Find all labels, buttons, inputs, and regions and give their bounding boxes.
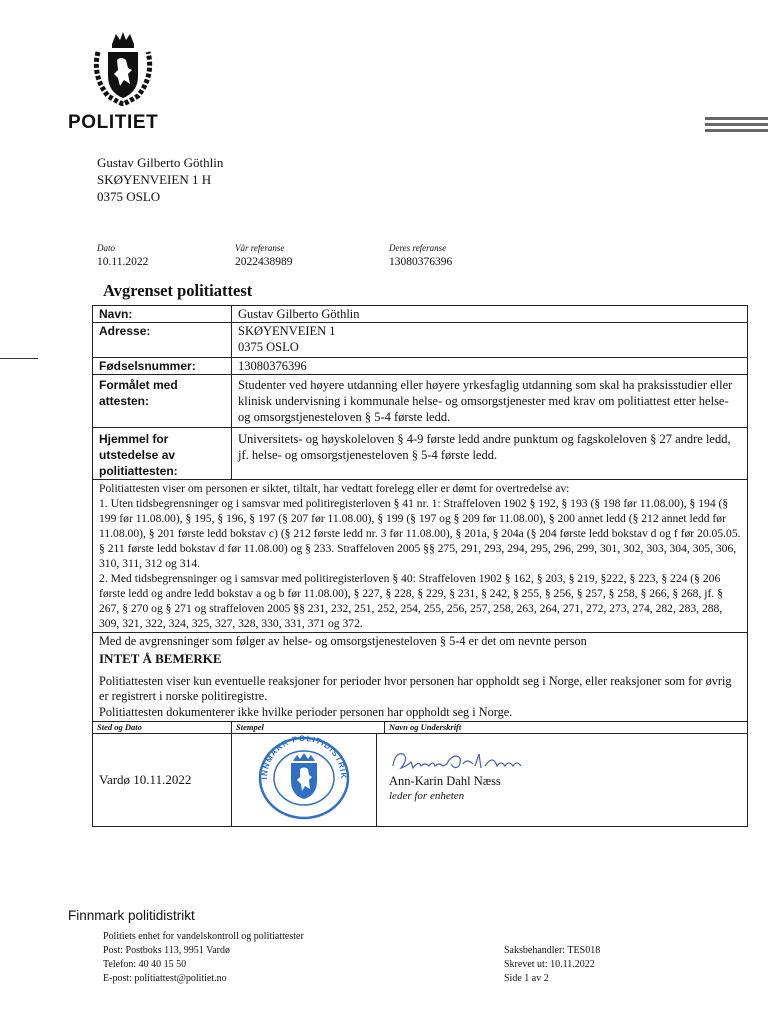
police-stamp-icon [249,735,359,821]
sig-header-inner [232,722,747,733]
sig-inner-row [232,734,747,826]
recipient-street: SKØYENVEIEN 1 H [97,172,212,187]
ref-our-label: Vår referanse [235,243,285,253]
sig-header-group [232,722,748,734]
footer-district: Finnmark politidistrikt [68,908,195,923]
footer-meta [504,944,600,986]
ref-our [235,242,293,270]
name-label: Navn: [93,306,232,323]
row-legal-basis [93,428,748,480]
row-purpose [93,375,748,428]
address-value [232,323,748,358]
handwritten-signature [389,744,539,778]
signer-cell [377,734,748,826]
birth-number-label: Fødselsnummer: [93,358,232,375]
sig-header-inner-row [232,722,747,733]
address-label: Adresse: [93,323,232,358]
row-name [93,306,748,323]
ref-date-label: Dato [97,243,115,253]
stamp-text: INNMARK POLITIDISTRIK [259,735,349,780]
sig-group [232,734,748,827]
note-2: Politiattesten dokumenterer ikke hvilke perioder personen har oppholdt seg i Norge. [99,704,513,719]
footer-unit: Politiets enhet for vandelskontroll og politiattester [103,931,304,942]
footer-email: E-post: politiattest@politiet.no [103,973,227,984]
result-verdict: INTET Å BEMERKE [99,650,222,666]
result-intro: Med de avgrensninger som følger av helse- og omsorgstjenesteloven § 5-4 er det om nevnte person [99,634,587,648]
ref-date [97,242,148,270]
sig-header-name: Navn og Underskrift [389,722,462,732]
ref-our-value: 2022438989 [235,256,293,268]
signer-role: leder for enheten [389,790,465,802]
row-signature-headers [93,722,748,734]
footer-printed: Skrevet ut: 10.11.2022 [504,959,595,970]
scope-item-1: 1. Uten tidsbegrensninger og i samsvar med politiregisterloven § 41 nr. 1: Straffeloven 1902 § 192, § 193 (§ 198 før 11.08.00), § 194 (§ 199 før 11.08.00), § 195, § 196, § 197 (§ 207 før 11.08.00), § 199 (§ 197 og § 209 før 11.08.00), § 200 annet ledd (§ 212 annet ledd før 11.08.00), § 201 første ledd bokstav c) (§ 212 første ledd nr. 3 før 11.08.00), § 201a, § 204a (§ 204 første ledd bokstav d og f før 20.05.05. § 211 første ledd bokstav d før 11.08.00) og § 233. Straffeloven 2005 §§ 275, 291, 293, 294, 295, 296, 299, 301, 302, 303, 304, 305, 306, 310, 311, 312 og 314. [99,497,741,570]
row-scope [93,480,748,633]
signer-name: Ann-Karin Dahl Næss [389,774,501,788]
legal-basis-value: Universitets- og høyskoleloven § 4-9 første ledd andre punktum og fagskoleloven § 27 andre ledd, jf. helse- og omsorgstjenesteloven § 5-4 første ledd. [232,428,748,480]
footer-contact [103,930,304,986]
certificate-table [92,305,748,827]
stamp-cell [232,734,377,826]
footer-post: Post: Postboks 113, 9951 Vardø [103,945,230,956]
address-line-1: SKØYENVEIEN 1 [238,324,336,338]
address-line-2: 0375 OSLO [238,340,299,354]
row-signature [93,734,748,827]
politiet-wordmark: POLITIET [68,112,159,133]
row-address [93,323,748,358]
note-1: Politiattesten viser kun eventuelle reaksjoner for perioder hvor personen har oppholdt seg i Norge, eller reaksjoner som for øvrig er registrert i norske politiregistre. [99,673,732,703]
name-value: Gustav Gilberto Göthlin [232,306,748,323]
recipient-postal: 0375 OSLO [97,189,161,204]
scope-item-2: 2. Med tidsbegrensninger og i samsvar med politiregisterloven § 40: Straffeloven 1902 § 162, § 203, § 219, §222, § 223, § 224 (§ 206 første ledd og andre ledd bokstav a og b før 11.08.00), § 227, § 228, § 229, § 231, § 242, § 255, § 256, § 257, § 258, § 266, § 268, jf. § 267, § 270 og § 271 og straffeloven 2005 §§ 231, 232, 251, 252, 254, 255, 256, 257, 258, 263, 264, 271, 272, 273, 274, 282, 283, 288, 309, 321, 322, 324, 325, 327, 328, 330, 331, 371 og 372. [99,572,723,630]
sig-header-stamp: Stempel [232,722,385,733]
sig-header-place: Sted og Dato [93,722,232,734]
document-title: Avgrenset politiattest [103,281,253,300]
ref-yours-value: 13080376396 [389,256,453,268]
birth-number-value: 13080376396 [232,358,748,375]
purpose-label: Formålet med attesten: [93,375,232,428]
header-decoration-bars [705,117,768,135]
scope-cell [93,480,748,633]
place-date: Vardø 10.11.2022 [93,734,232,827]
purpose-value: Studenter ved høyere utdanning eller høyere yrkesfaglig utdanning som skal ha praksisstudier eller klinisk undervisning i kommunale helse- og omsorgstjenester med krav om politiattest etter helse- og omsorgstjenesteloven § 5-4 første ledd. [232,375,748,428]
row-result [93,633,748,722]
sig-inner [232,734,747,826]
police-crest-icon [88,30,158,106]
ref-date-value: 10.11.2022 [97,256,149,268]
recipient-name: Gustav Gilberto Göthlin [97,155,224,170]
footer-phone: Telefon: 40 40 15 50 [103,959,187,970]
legal-basis-label: Hjemmel for utstedelse av politiattesten: [93,428,232,480]
ref-yours [389,242,452,270]
ref-yours-label: Deres referanse [389,243,447,253]
result-cell [93,633,748,722]
recipient-address [97,154,223,205]
footer-case-officer: Saksbehandler: TES018 [504,945,601,956]
row-birth-number [93,358,748,375]
fold-mark [0,358,38,359]
footer-page: Side 1 av 2 [504,973,549,984]
scope-intro: Politiattesten viser om personen er siktet, tiltalt, har vedtatt forelegg eller er dømt for overtredelse av: [99,482,570,495]
